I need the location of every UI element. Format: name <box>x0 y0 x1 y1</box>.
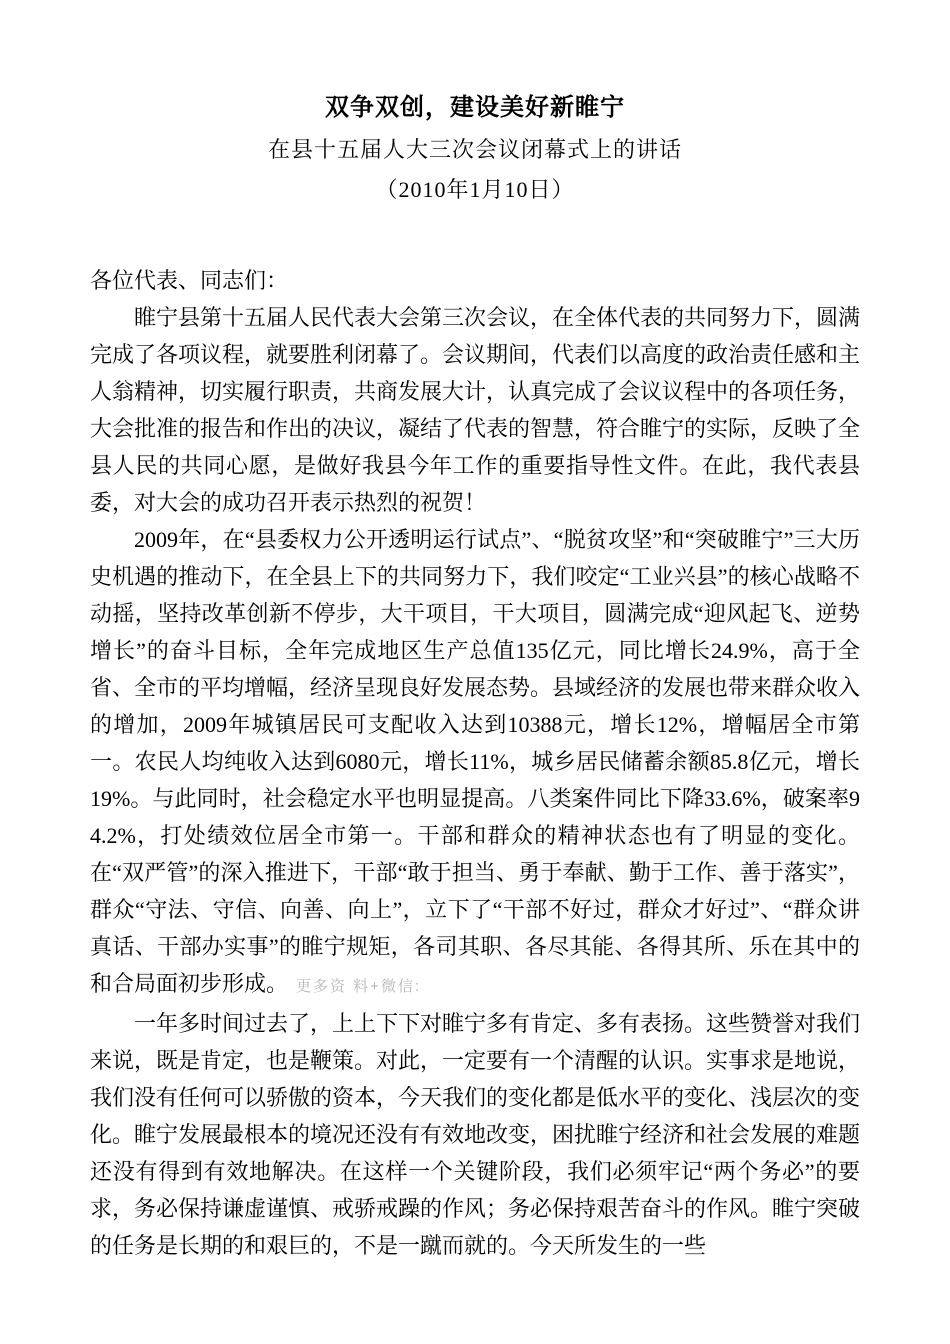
document-date: （2010年1月10日） <box>375 177 575 202</box>
document-body <box>90 262 860 1264</box>
watermark-text: 更多资 料+微信: <box>296 978 422 995</box>
document-subtitle: 在县十五届人大三次会议闭幕式上的讲话 <box>267 137 682 162</box>
paragraph-2-text: 2009年，在“县委权力公开透明运行试点”、“脱贫攻坚”和“突破睢宁”三大历史机遇的推动下，在全县上下的共同努力下，我们咬定“工业兴县”的核心战略不动摇，坚持改革创新不停步，大干项目，干大项目，圆满完成“迎风起飞、逆势增长”的奋斗目标，全年完成地区生产总值135亿元，同比增长24.9%，高于全省、全市的平均增幅，经济呈现良好发展态势。县域经济的发展也带来群众收入的增加，2009年城镇居民可支配收入达到10388元，增长12%，增幅居全市第一。农民人均纯收入达到6080元，增长11%，城乡居民储蓄余额85.8亿元，增长19%。与此同时，社会稳定水平也明显提高。八类案件同比下降33.6%，破案率94.2%，打处绩效位居全市第一。干部和群众的精神状态也有了明显的变化。在“双严管”的深入推进下，干部“敢于担当、勇于奉献、勤于工作、善于落实”，群众“守法、守信、向善、向上”，立下了“干部不好过，群众才好过”、“群众讲真话、干部办实事”的睢宁规矩，各司其职、各尽其能、各得其所、乐在其中的和合局面初步形成。 <box>90 527 861 996</box>
paragraph-1: 睢宁县第十五届人民代表大会第三次会议，在全体代表的共同努力下，圆满完成了各项议程，就要胜利闭幕了。会议期间，代表们以高度的政治责任感和主人翁精神，切实履行职责，共商发展大计，认真完成了会议议程中的各项任务，大会批准的报告和作出的决议，凝结了代表的智慧，符合睢宁的实际，反映了全县人民的共同心愿，是做好我县今年工作的重要指导性文件。在此，我代表县委，对大会的成功召开表示热烈的祝贺！ <box>90 305 861 515</box>
paragraph-2 <box>90 521 860 1005</box>
salutation-line: 各位代表、同志们： <box>90 268 289 293</box>
paragraph-3: 一年多时间过去了，上上下下对睢宁多有肯定、多有表扬。这些赞誉对我们来说，既是肯定，也是鞭策。对此，一定要有一个清醒的认识。实事求是地说，我们没有任何可以骄傲的资本，今天我们的变化都是低水平的变化、浅层次的变化。睢宁发展最根本的境况还没有有效地改变，困扰睢宁经济和社会发展的难题还没有得到有效地解决。在这样一个关键阶段，我们必须牢记“两个务必”的要求，务必保持谦虚谨慎、戒骄戒躁的作风；务必保持艰苦奋斗的作风。睢宁突破的任务是长期的和艰巨的，不是一蹴而就的。今天所发生的一些 <box>90 1011 861 1258</box>
document-title: 双争双创，建设美好新睢宁 <box>325 95 625 121</box>
